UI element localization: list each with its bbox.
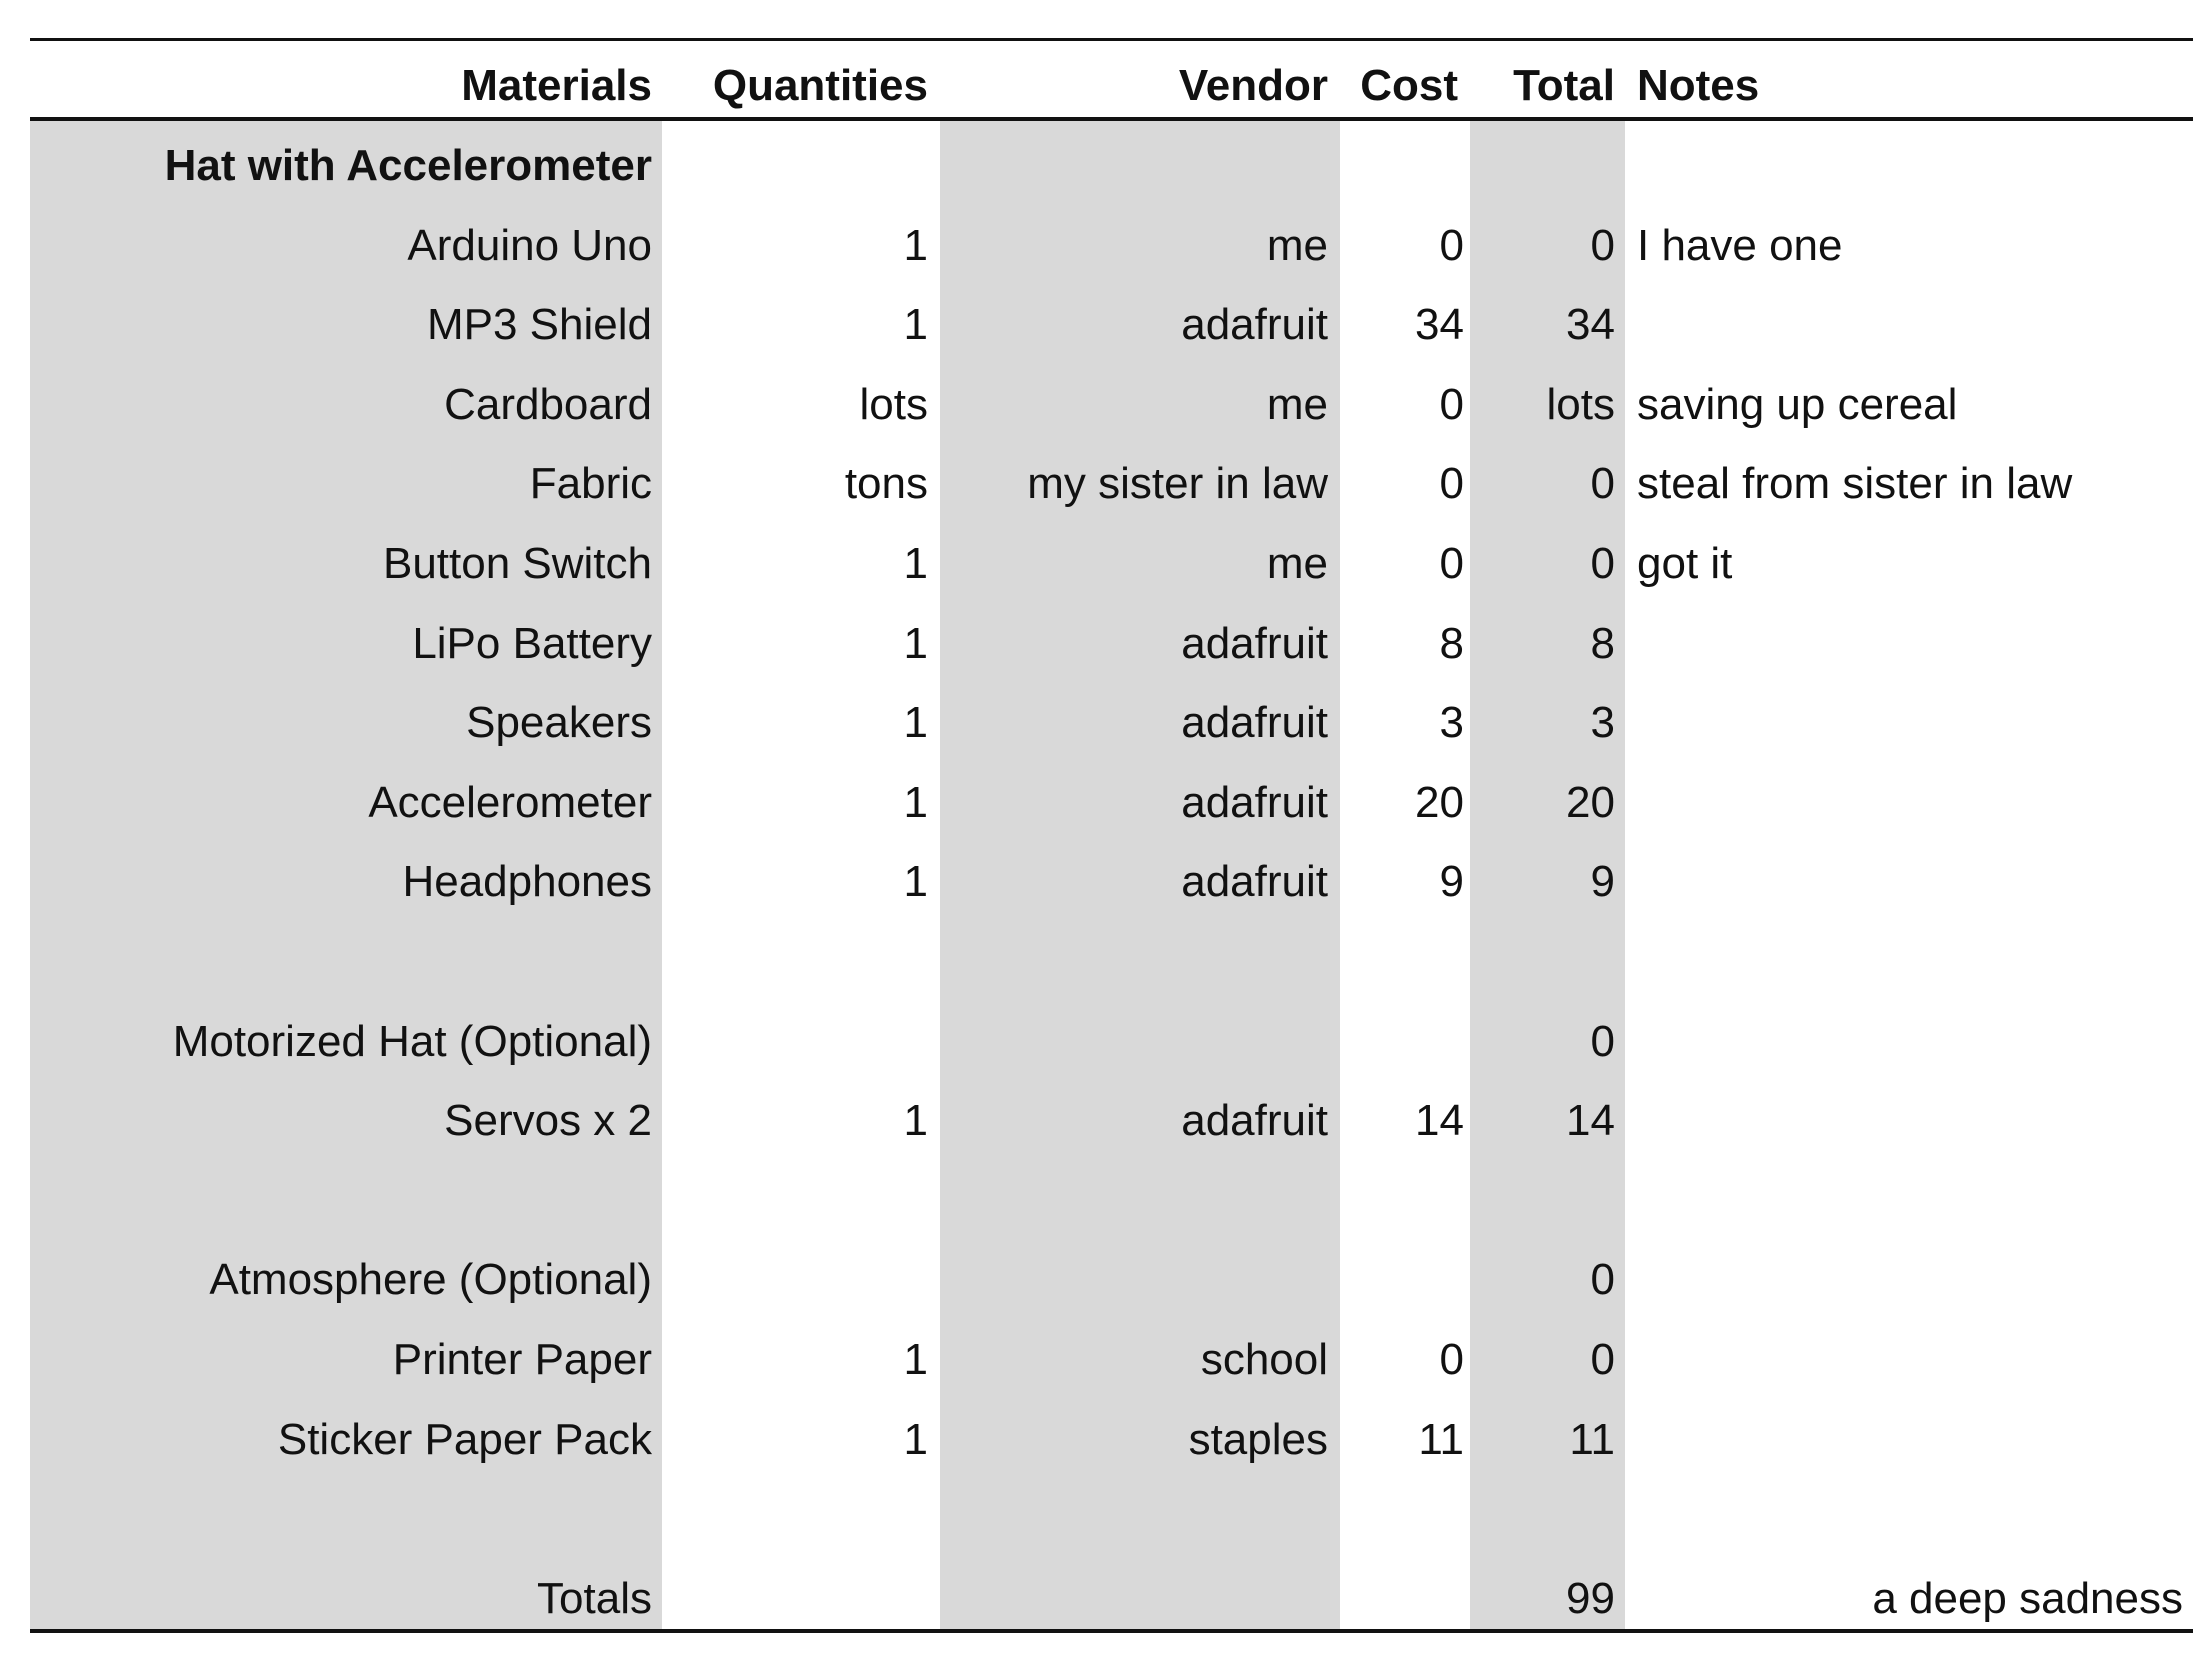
cell-quantity bbox=[662, 922, 928, 1002]
cell-material bbox=[30, 1479, 652, 1559]
cell-notes bbox=[1637, 1161, 2197, 1241]
cell-vendor: staples bbox=[1188, 1415, 1328, 1464]
cell-total: 11 bbox=[1569, 1415, 1615, 1464]
cell-quantity bbox=[662, 1559, 928, 1639]
cell-notes bbox=[1637, 763, 2197, 843]
cell-vendor: me bbox=[1266, 380, 1328, 429]
cell-cost bbox=[1340, 922, 1464, 1002]
cell-notes: I have one bbox=[1637, 221, 1843, 270]
cell-quantity: tons bbox=[844, 459, 928, 508]
cell-vendor bbox=[940, 922, 1328, 1002]
cell-total bbox=[1470, 922, 1615, 1002]
cell-total: 20 bbox=[1566, 778, 1615, 827]
cell-cost: 11 bbox=[1418, 1415, 1464, 1464]
cell-vendor bbox=[940, 126, 1328, 206]
cell-notes bbox=[1637, 126, 2197, 206]
cell-quantity: 1 bbox=[903, 857, 928, 906]
cell-vendor bbox=[940, 1240, 1328, 1320]
cell-total: 0 bbox=[1590, 221, 1615, 270]
cell-notes bbox=[1637, 604, 2197, 684]
cell-total: 14 bbox=[1566, 1096, 1615, 1145]
cell-quantity bbox=[662, 126, 928, 206]
cell-material: Printer Paper bbox=[392, 1335, 652, 1384]
cell-notes bbox=[1637, 922, 2197, 1002]
cell-total: 9 bbox=[1590, 857, 1615, 906]
cell-notes: saving up cereal bbox=[1637, 380, 1958, 429]
cell-quantity: 1 bbox=[903, 1415, 928, 1464]
header-total: Total bbox=[1513, 61, 1615, 110]
cell-material: Motorized Hat (Optional) bbox=[172, 1017, 652, 1066]
cell-quantity: 1 bbox=[903, 619, 928, 668]
cell-quantity: 1 bbox=[903, 300, 928, 349]
cell-material bbox=[30, 1161, 652, 1241]
cell-material: Button Switch bbox=[382, 539, 652, 588]
cell-cost: 20 bbox=[1415, 778, 1464, 827]
cell-cost: 0 bbox=[1439, 459, 1464, 508]
cell-quantity: 1 bbox=[903, 221, 928, 270]
cell-total bbox=[1470, 1161, 1615, 1241]
cell-quantity: 1 bbox=[903, 539, 928, 588]
cell-total: 99 bbox=[1566, 1574, 1615, 1623]
cell-quantity: 1 bbox=[903, 1335, 928, 1384]
cell-total: 0 bbox=[1590, 459, 1615, 508]
cell-cost: 3 bbox=[1439, 698, 1464, 747]
cell-material: Cardboard bbox=[444, 380, 652, 429]
cell-cost: 34 bbox=[1415, 300, 1464, 349]
cell-notes bbox=[1637, 1400, 2197, 1480]
header-materials: Materials bbox=[461, 61, 652, 110]
cell-cost: 14 bbox=[1415, 1096, 1464, 1145]
cell-quantity: 1 bbox=[903, 1096, 928, 1145]
cell-material: Servos x 2 bbox=[444, 1096, 652, 1145]
cell-notes bbox=[1637, 1320, 2197, 1400]
cell-total: lots bbox=[1546, 380, 1615, 429]
cell-quantity: 1 bbox=[903, 778, 928, 827]
header-vendor: Vendor bbox=[1178, 61, 1328, 110]
cell-cost: 8 bbox=[1439, 619, 1464, 668]
cell-total: 0 bbox=[1590, 1335, 1615, 1384]
cell-vendor: me bbox=[1266, 221, 1328, 270]
header-cost: Cost bbox=[1360, 61, 1458, 110]
cell-vendor: adafruit bbox=[1181, 619, 1328, 668]
cell-notes: got it bbox=[1637, 539, 1733, 588]
cell-notes bbox=[1637, 1479, 2197, 1559]
cell-cost bbox=[1340, 1479, 1464, 1559]
cell-cost: 0 bbox=[1439, 221, 1464, 270]
cell-total: 0 bbox=[1590, 1017, 1615, 1066]
cell-material bbox=[30, 922, 652, 1002]
cell-notes bbox=[1637, 683, 2197, 763]
cell-material: Fabric bbox=[529, 459, 652, 508]
cell-vendor: adafruit bbox=[1181, 698, 1328, 747]
cell-vendor: me bbox=[1266, 539, 1328, 588]
cell-vendor: adafruit bbox=[1181, 300, 1328, 349]
cell-notes bbox=[1637, 842, 2197, 922]
cell-material: Hat with Accelerometer bbox=[164, 141, 652, 190]
cell-cost bbox=[1340, 1161, 1464, 1241]
cell-total: 0 bbox=[1590, 539, 1615, 588]
cell-material: LiPo Battery bbox=[412, 619, 652, 668]
cell-material: Atmosphere (Optional) bbox=[209, 1255, 652, 1304]
top-rule bbox=[30, 38, 2193, 41]
cell-material: Speakers bbox=[466, 698, 652, 747]
cell-material: Accelerometer bbox=[368, 778, 652, 827]
cell-vendor: adafruit bbox=[1181, 1096, 1328, 1145]
cell-total: 34 bbox=[1566, 300, 1615, 349]
cell-notes bbox=[1637, 285, 2197, 365]
cell-vendor bbox=[940, 1161, 1328, 1241]
cell-total: 0 bbox=[1590, 1255, 1615, 1304]
cell-cost: 0 bbox=[1439, 539, 1464, 588]
cell-vendor bbox=[940, 1559, 1328, 1639]
cell-quantity bbox=[662, 1161, 928, 1241]
cell-quantity: 1 bbox=[903, 698, 928, 747]
cell-vendor: adafruit bbox=[1181, 778, 1328, 827]
cell-cost bbox=[1340, 1002, 1464, 1082]
cell-vendor: school bbox=[1200, 1335, 1328, 1384]
cell-material: Headphones bbox=[402, 857, 652, 906]
cell-notes bbox=[1637, 1081, 2197, 1161]
cell-notes: a deep sadness bbox=[1872, 1574, 2183, 1623]
header-quantities: Quantities bbox=[712, 61, 928, 110]
cell-quantity: lots bbox=[859, 380, 928, 429]
cell-notes: steal from sister in law bbox=[1637, 459, 2073, 508]
cell-total bbox=[1470, 1479, 1615, 1559]
cell-material: Sticker Paper Pack bbox=[277, 1415, 652, 1464]
cell-quantity bbox=[662, 1240, 928, 1320]
cell-cost: 0 bbox=[1439, 1335, 1464, 1384]
cell-quantity bbox=[662, 1002, 928, 1082]
cell-vendor bbox=[940, 1002, 1328, 1082]
cell-total bbox=[1470, 126, 1615, 206]
cell-cost bbox=[1340, 126, 1464, 206]
cell-quantity bbox=[662, 1479, 928, 1559]
header-notes: Notes bbox=[1637, 61, 1760, 110]
cell-cost bbox=[1340, 1240, 1464, 1320]
cell-cost: 9 bbox=[1439, 857, 1464, 906]
cell-material: Arduino Uno bbox=[407, 221, 652, 270]
cell-total: 3 bbox=[1590, 698, 1615, 747]
cell-vendor: adafruit bbox=[1181, 857, 1328, 906]
cell-total: 8 bbox=[1590, 619, 1615, 668]
cell-notes bbox=[1637, 1002, 2197, 1082]
cell-material: MP3 Shield bbox=[426, 300, 652, 349]
cell-vendor: my sister in law bbox=[1027, 459, 1328, 508]
cell-cost: 0 bbox=[1439, 380, 1464, 429]
cell-notes bbox=[1637, 1240, 2197, 1320]
cell-cost bbox=[1340, 1559, 1464, 1639]
cell-material: Totals bbox=[537, 1574, 652, 1623]
cell-vendor bbox=[940, 1479, 1328, 1559]
